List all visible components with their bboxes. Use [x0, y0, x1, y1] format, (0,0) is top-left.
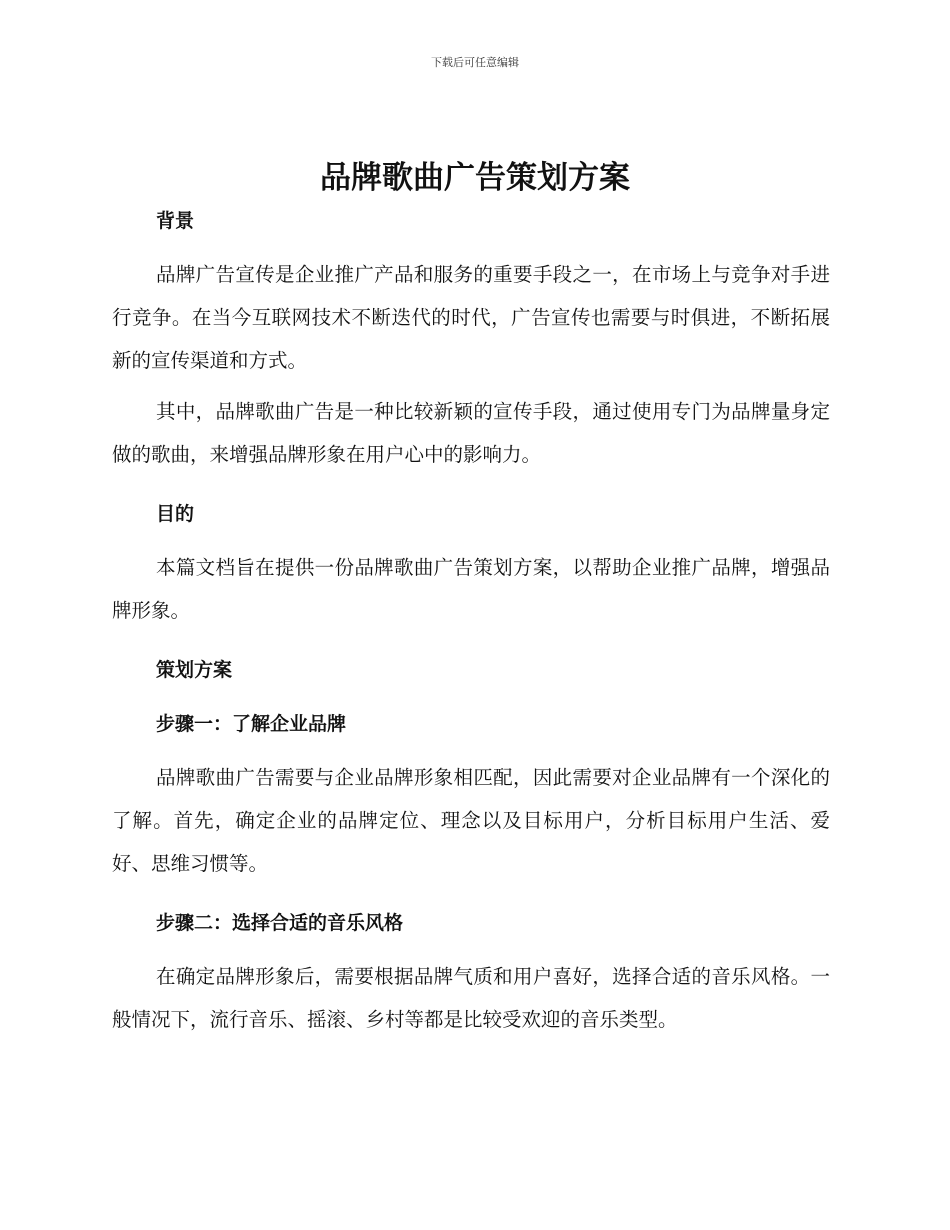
paragraph-step1-1: 品牌歌曲广告需要与企业品牌形象相匹配，因此需要对企业品牌有一个深化的了解。首先，确定企业的品牌定位、理念以及目标用户，分析目标用户生活、爱好、思维习惯等。 [112, 766, 830, 875]
section-heading-step2: 步骤二：选择合适的音乐风格 [156, 912, 404, 934]
document-title: 品牌歌曲广告策划方案 [320, 160, 630, 196]
paragraph-purpose-1: 本篇文档旨在提供一份品牌歌曲广告策划方案，以帮助企业推广品牌，增强品牌形象。 [112, 556, 830, 622]
spacer [112, 740, 830, 756]
paragraph-background-2: 其中，品牌歌曲广告是一种比较新颖的宣传手段，通过使用专门为品牌量身定做的歌曲，来增强品牌形象在用户心中的影响力。 [112, 400, 830, 466]
spacer [112, 237, 830, 253]
section-heading-purpose: 目的 [156, 503, 195, 525]
paragraph-background-1: 品牌广告宣传是企业推广产品和服务的重要手段之一，在市场上与竞争对手进行竞争。在当今互联网技术不断迭代的时代，广告宣传也需要与时俱进，不断拓展新的宣传渠道和方式。 [112, 263, 830, 372]
spacer [112, 686, 830, 708]
spacer [112, 382, 830, 390]
paragraph-step2-1: 在确定品牌形象后，需要根据品牌气质和用户喜好，选择合适的音乐风格。一般情况下，流行音乐、摇滚、乡村等都是比较受欢迎的音乐类型。 [112, 965, 830, 1031]
spacer [112, 632, 830, 654]
section-heading-background: 背景 [156, 210, 195, 232]
spacer [112, 885, 830, 907]
page-header-note: 下载后可任意编辑 [431, 56, 519, 69]
section-heading-plan: 策划方案 [156, 659, 233, 681]
spacer [112, 476, 830, 498]
document-body [112, 205, 830, 1041]
spacer [112, 530, 830, 546]
section-heading-step1: 步骤一：了解企业品牌 [156, 713, 347, 735]
spacer [112, 939, 830, 955]
